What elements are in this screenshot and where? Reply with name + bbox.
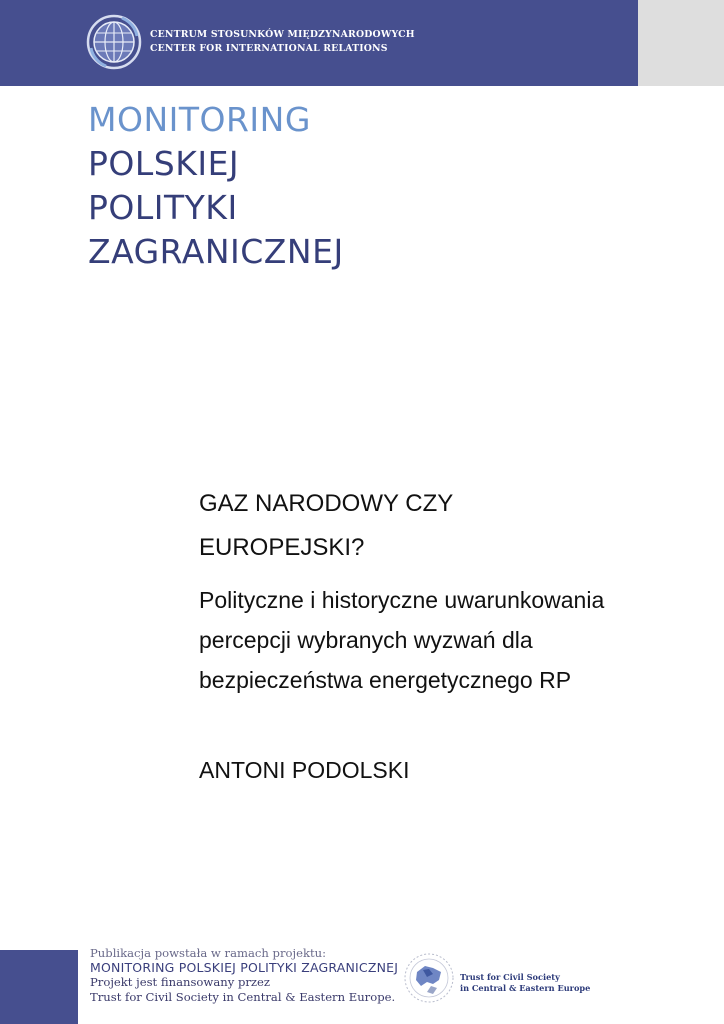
footer-line-1: Publikacja powstała w ramach projektu: <box>90 946 327 960</box>
trust-name-line-2: in Central & Eastern Europe <box>460 982 591 993</box>
footer-project-info <box>90 946 398 1004</box>
author-name: ANTONI PODOLSKI <box>199 757 410 783</box>
series-title-line-4: ZAGRANICZNEJ <box>88 232 344 271</box>
trust-name <box>460 972 590 993</box>
footer-line-3: Projekt jest finansowany przez <box>90 975 270 990</box>
document-title <box>199 482 453 570</box>
series-title-line-2: POLSKIEJ <box>88 144 240 183</box>
trust-globe-logo-icon <box>403 952 455 1004</box>
document-subtitle-line-3: bezpieczeństwa energetycznego RP <box>199 667 572 693</box>
org-name-polish: CENTRUM STOSUNKÓW MIĘDZYNARODOWYCH <box>150 29 415 40</box>
footer-line-4: Trust for Civil Society in Central & Eastern Europe. <box>90 989 396 1004</box>
header-gray-block <box>638 0 724 86</box>
organization-name <box>150 28 415 56</box>
org-name-english: CENTER FOR INTERNATIONAL RELATIONS <box>150 43 388 54</box>
document-subtitle-line-2: percepcji wybranych wyzwań dla <box>199 627 533 653</box>
series-title-line-1: MONITORING <box>88 100 311 139</box>
cir-globe-logo-icon <box>86 14 142 70</box>
document-title-line-1: GAZ NARODOWY CZY <box>199 490 454 517</box>
document-subtitle <box>199 580 604 700</box>
series-title-line-3: POLITYKI <box>88 188 238 227</box>
footer-band <box>0 950 78 1024</box>
document-title-line-2: EUROPEJSKI? <box>199 534 365 561</box>
trust-name-line-1: Trust for Civil Society <box>460 972 560 982</box>
document-subtitle-line-1: Polityczne i historyczne uwarunkowania <box>199 587 605 613</box>
footer-project-name: MONITORING POLSKIEJ POLITYKI ZAGRANICZNEJ <box>90 959 399 975</box>
series-title <box>88 98 344 274</box>
